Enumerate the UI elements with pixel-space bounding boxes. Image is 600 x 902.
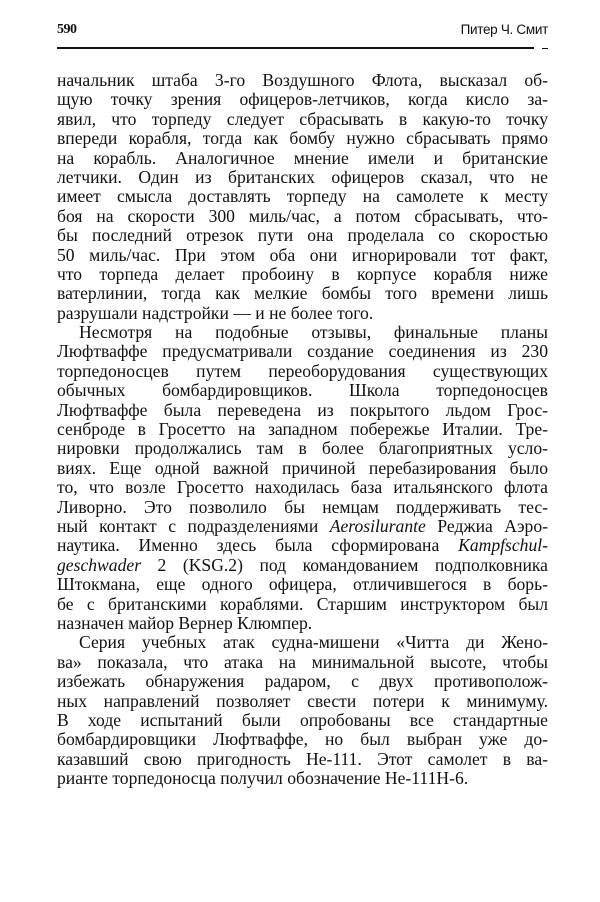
text-segment: боя на скорости 300 миль/час, а потом сбрасывать, что- [57, 205, 548, 226]
text-line [57, 381, 548, 400]
italic-text: Kampfschul- [458, 535, 548, 556]
text-segment: что торпеда делает пробоину в корпусе корабля ниже [57, 263, 548, 284]
text-segment: виях. Еще одной важной причиной перебазирования было [57, 457, 548, 478]
text-segment: разрушали надстройки — и не более того. [57, 302, 374, 323]
text-line [57, 536, 548, 555]
text-segment: 50 миль/час. При этом оба они игнорировали тот факт, [57, 244, 548, 265]
text-line [57, 769, 548, 788]
text-line [57, 653, 548, 672]
text-line [57, 517, 548, 536]
text-line [57, 556, 548, 575]
text-line [57, 149, 548, 168]
page-number: 590 [57, 22, 77, 37]
text-line [57, 478, 548, 497]
text-segment: то, что возле Гросетто находилась база итальянского флота [57, 477, 548, 498]
text-line [57, 730, 548, 749]
text-segment: избежать обнаружения радаром, с двух противополож- [57, 671, 548, 692]
text-segment: явил, что торпеду следует сбрасывать в какую-то точку [57, 108, 548, 129]
text-line [57, 323, 548, 342]
text-segment: ный контакт с подразделениями [57, 515, 330, 536]
text-segment: нировки продолжались там в более благоприятных усло- [57, 438, 548, 459]
text-line [57, 129, 548, 148]
text-segment: Серия учебных атак судна-мишени «Читта ди Жено- [79, 632, 548, 653]
text-segment: имеет смысла доставлять торпеду на самолете к месту [57, 186, 548, 207]
text-segment: бе с британскими кораблями. Старшим инструктором был [57, 593, 548, 614]
page-header [57, 22, 548, 42]
text-line [57, 498, 548, 517]
text-segment: торпедоносцев путем переоборудования существующих [57, 360, 548, 381]
text-line [57, 439, 548, 458]
text-segment: Ливорно. Это позволило бы немцам поддерживать тес- [57, 496, 548, 517]
header-rule-end [542, 48, 548, 49]
text-segment: на корабль. Аналогичное мнение имели и британские [57, 147, 548, 168]
italic-text: geschwader [57, 554, 142, 575]
text-segment: бы последний отрезок пути она проделала со скоростью [57, 225, 548, 246]
text-line [57, 633, 548, 652]
text-segment: щую точку зрения офицеров-летчиков, когда кисло за- [57, 89, 548, 110]
text-segment: Люфтваффе была переведена из покрытого льдом Грос- [57, 399, 548, 420]
text-line [57, 459, 548, 478]
text-segment: начальник штаба 3-го Воздушного Флота, высказал об- [57, 70, 548, 90]
text-line [57, 187, 548, 206]
text-segment: Люфтваффе предусматривали создание соединения из 230 [57, 341, 548, 362]
text-line [57, 265, 548, 284]
text-line [57, 614, 548, 633]
text-line [57, 342, 548, 361]
text-line [57, 672, 548, 691]
header-rule [57, 47, 534, 49]
text-line [57, 207, 548, 226]
text-line [57, 90, 548, 109]
text-segment: ных направлений позволяет свести потери к минимуму. [57, 690, 548, 711]
text-line [57, 226, 548, 245]
paragraph [57, 71, 548, 323]
text-segment: летчики. Один из британских офицеров сказал, что не [57, 166, 548, 187]
text-line [57, 284, 548, 303]
text-segment: ватерлинии, тогда как мелкие бомбы того времени лишь [57, 283, 548, 304]
text-line [57, 692, 548, 711]
text-segment: 2 (KSG.2) под командованием подполковника [141, 554, 548, 575]
text-line [57, 575, 548, 594]
text-segment: наутика. Именно здесь была сформирована [57, 535, 459, 556]
text-segment: бомбардировщики Люфтваффе, но был выбран уже до- [57, 729, 548, 750]
text-line [57, 401, 548, 420]
italic-text: Aerosilurante [329, 515, 426, 536]
text-line [57, 420, 548, 439]
paragraph [57, 323, 548, 633]
paragraph [57, 633, 548, 788]
text-segment: В ходе испытаний были опробованы все стандартные [57, 709, 548, 730]
text-segment: Штокмана, еще одного офицера, отличившегося в борь- [57, 574, 548, 595]
text-segment: обычных бомбардировщиков. Школа торпедоносцев [57, 380, 548, 401]
text-line [57, 71, 548, 90]
text-segment: впереди корабля, тогда как бомбу нужно сбрасывать прямо [57, 128, 548, 149]
text-line [57, 246, 548, 265]
text-segment: рианте торпедоносца получил обозначение Не-111Н-6. [57, 768, 469, 789]
text-line [57, 711, 548, 730]
text-line [57, 750, 548, 769]
text-segment: казавший свою пригодность Не-111. Этот самолет в ва- [57, 748, 548, 769]
text-line [57, 110, 548, 129]
text-line [57, 304, 548, 323]
text-line [57, 362, 548, 381]
text-segment: Реджиа Аэро- [425, 515, 548, 536]
text-segment: сенброде в Гросетто на западном побережье Италии. Тре- [57, 419, 548, 440]
body-text [57, 71, 548, 788]
text-segment: назначен майор Вернер Клюмпер. [57, 612, 313, 633]
text-line [57, 168, 548, 187]
running-title: Питер Ч. Смит [460, 22, 548, 37]
text-line [57, 595, 548, 614]
text-segment: Несмотря на подобные отзывы, финальные планы [79, 322, 548, 343]
text-segment: ва» показала, что атака на минимальной высоте, чтобы [57, 651, 548, 672]
